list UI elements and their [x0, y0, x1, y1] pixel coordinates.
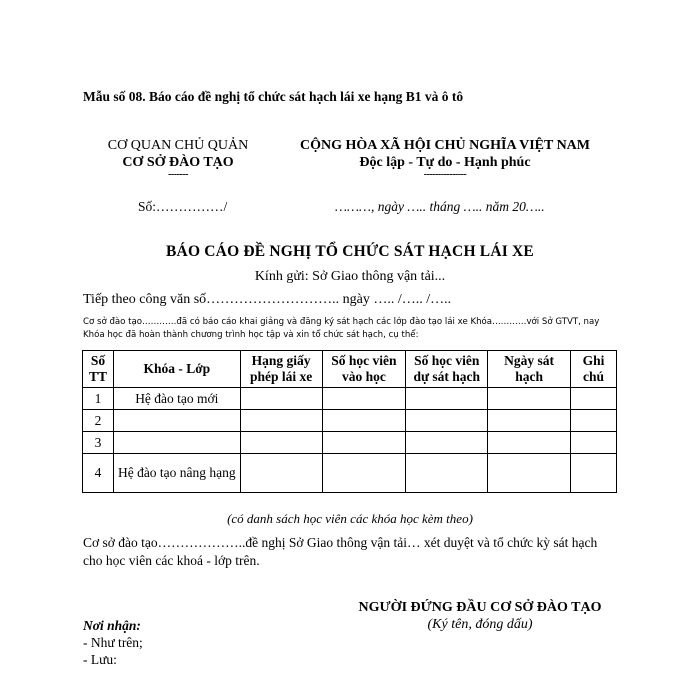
table-row [83, 432, 617, 454]
header-enrolled: Số học viên vào học [322, 351, 406, 388]
signer-title: NGƯỜI ĐỨNG ĐẦU CƠ SỞ ĐÀO TẠO [358, 600, 602, 615]
table-row [83, 410, 617, 432]
table-note: (có danh sách học viên các khóa học kèm theo) [227, 511, 473, 526]
cell-stt: 4 [83, 454, 114, 493]
table-row [83, 388, 617, 410]
signature-block [355, 599, 605, 633]
header-stt: Số TT [83, 351, 114, 388]
form-title: Mẫu số 08. Báo cáo đề nghị tổ chức sát hạch lái xe hạng B1 và ô tô [83, 89, 464, 104]
intro-paragraph: Cơ sở đào tạo…………đã có báo cáo khai giảng và đăng ký sát hạch các lớp đào tạo lái xe Khóa…………với Sở GTVT, nay Khóa học đã hoàn thành chương trình học tập và xin tổ chức sát hạch, cụ thể: [83, 317, 600, 340]
header-course: Khóa - Lớp [113, 351, 240, 388]
training-facility: CƠ SỞ ĐÀO TẠO [122, 155, 234, 170]
cell-course [113, 410, 240, 432]
followup-line: Tiếp theo công văn số……………………….. ngày ….. /….. /….. [83, 292, 452, 307]
cell-course [113, 432, 240, 454]
recipient-item: - Lưu: [83, 652, 117, 667]
cell-stt: 2 [83, 410, 114, 432]
right-divider: --------------- [423, 169, 467, 180]
table-header-row [83, 351, 617, 388]
recipients-label: Nơi nhận: [83, 618, 141, 633]
addressee: Kính gửi: Sở Giao thông vận tải... [254, 269, 446, 284]
request-paragraph: Cơ sở đào tạo………………..đề nghị Sở Giao thông vận tải… xét duyệt và tổ chức kỳ sát hạch cho học viên các khoá - lớp trên. [83, 535, 598, 568]
signature-note: (Ký tên, đóng dấu) [427, 617, 533, 632]
cell-course: Hệ đào tạo nâng hạng [113, 454, 240, 493]
national-title: CỘNG HÒA XÃ HỘI CHỦ NGHĨA VIỆT NAM [299, 138, 590, 153]
header-exam-date: Ngày sát hạch [488, 351, 571, 388]
header-notes: Ghi chú [571, 351, 617, 388]
cut-off-footer-line [83, 690, 623, 700]
header-examinees: Số học viên dự sát hạch [406, 351, 488, 388]
national-motto: Độc lập - Tự do - Hạnh phúc [359, 155, 531, 170]
header-right [268, 137, 622, 179]
cell-stt: 1 [83, 388, 114, 410]
cell-stt: 3 [83, 432, 114, 454]
recipients-block [83, 617, 143, 668]
exam-table [82, 350, 617, 493]
cell-course: Hệ đào tạo mới [113, 388, 240, 410]
parent-agency: CƠ QUAN CHỦ QUẢN [107, 138, 249, 153]
header-left [90, 137, 266, 179]
left-divider: ------- [168, 169, 188, 180]
report-title: BÁO CÁO ĐỀ NGHỊ TỔ CHỨC SÁT HẠCH LÁI XE [166, 243, 534, 260]
document-number: Số:……………/ [138, 199, 228, 214]
table-row [83, 454, 617, 493]
header-license-class: Hạng giấy phép lái xe [240, 351, 322, 388]
recipient-item: - Như trên; [83, 635, 143, 650]
document-date: ………, ngày ….. tháng ….. năm 20….. [335, 199, 545, 214]
